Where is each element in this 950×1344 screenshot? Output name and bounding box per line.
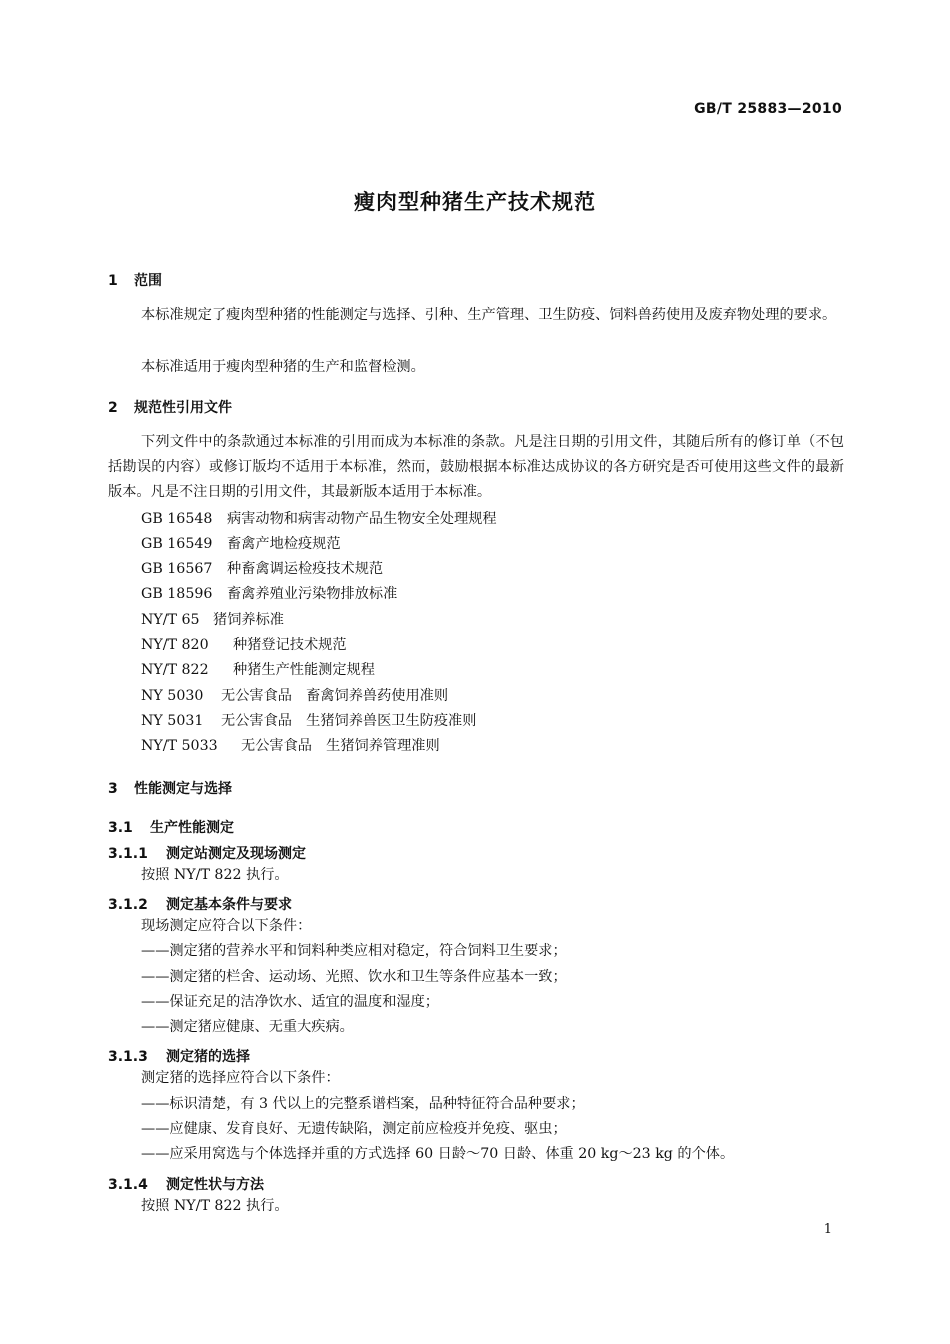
- subsection-3-1-heading: [108, 817, 234, 837]
- page-number: 1: [823, 1222, 832, 1237]
- list-item: ——应采用窝选与个体选择并重的方式选择 60 日龄～70 日龄、体重 20 kg～23 kg 的个体。: [141, 1146, 735, 1162]
- reference-code: GB 16549: [141, 536, 213, 552]
- reference-item: [141, 608, 284, 633]
- reference-item: [141, 658, 375, 683]
- section-title: 范围: [134, 273, 162, 289]
- reference-code: NY 5031: [141, 713, 204, 729]
- section-number: 3.1.1: [108, 846, 148, 862]
- reference-title: 无公害食品 生猪饲养管理准则: [241, 738, 440, 754]
- reference-code: NY 5030: [141, 688, 204, 704]
- section-number: 3.1.3: [108, 1049, 148, 1065]
- reference-title: 无公害食品 生猪饲养兽医卫生防疫准则: [221, 713, 477, 729]
- section-number: 2: [108, 400, 118, 416]
- reference-code: NY/T 65: [141, 612, 200, 628]
- section-number: 3: [108, 781, 118, 797]
- reference-code: NY/T 820: [141, 637, 209, 653]
- reference-item: [141, 507, 497, 532]
- section-number: 3.1: [108, 820, 133, 836]
- section-title: 测定基本条件与要求: [166, 897, 292, 913]
- subsection-3-1-2-heading: [108, 894, 292, 914]
- subsection-3-1-3-intro: 测定猪的选择应符合以下条件：: [141, 1070, 340, 1086]
- reference-item: [141, 557, 383, 582]
- list-item: ——测定猪应健康、无重大疾病。: [141, 1019, 354, 1035]
- reference-title: 种畜禽调运检疫技术规范: [227, 561, 384, 577]
- section-number: 3.1.2: [108, 897, 148, 913]
- reference-title: 种猪生产性能测定规程: [233, 662, 375, 678]
- reference-title: 无公害食品 畜禽饲养兽药使用准则: [221, 688, 449, 704]
- reference-title: 畜禽产地检疫规范: [227, 536, 341, 552]
- reference-code: NY/T 822: [141, 662, 209, 678]
- reference-item: [141, 684, 448, 709]
- list-item: ——测定猪的栏舍、运动场、光照、饮水和卫生等条件应基本一致；: [141, 969, 567, 985]
- reference-item: [141, 709, 476, 734]
- section-2-heading: [108, 397, 232, 417]
- standard-code: GB/T 25883—2010: [694, 101, 842, 117]
- list-item: ——测定猪的营养水平和饲料种类应相对稳定，符合饲料卫生要求；: [141, 943, 567, 959]
- subsection-3-1-4-heading: [108, 1174, 264, 1194]
- section-title: 规范性引用文件: [134, 400, 232, 416]
- reference-code: GB 16548: [141, 511, 213, 527]
- reference-code: GB 18596: [141, 586, 213, 602]
- reference-item: [141, 633, 347, 658]
- reference-code: GB 16567: [141, 561, 213, 577]
- section-title: 测定站测定及现场测定: [166, 846, 306, 862]
- section-title: 性能测定与选择: [134, 781, 232, 797]
- reference-title: 病害动物和病害动物产品生物安全处理规程: [227, 511, 497, 527]
- reference-title: 种猪登记技术规范: [233, 637, 347, 653]
- section-title: 测定猪的选择: [166, 1049, 250, 1065]
- list-item: ——标识清楚，有 3 代以上的完整系谱档案，品种特征符合品种要求；: [141, 1096, 585, 1112]
- subsection-3-1-2-intro: 现场测定应符合以下条件：: [141, 918, 312, 934]
- section-1-heading: [108, 270, 162, 290]
- subsection-3-1-4-text: 按照 NY/T 822 执行。: [141, 1198, 289, 1214]
- list-item: ——保证充足的洁净饮水、适宜的温度和湿度；: [141, 994, 439, 1010]
- reference-title: 畜禽养殖业污染物排放标准: [227, 586, 398, 602]
- reference-item: [141, 532, 341, 557]
- list-item: ——应健康、发育良好、无遗传缺陷，测定前应检疫并免疫、驱虫；: [141, 1121, 567, 1137]
- section-1-paragraph-2: 本标准适用于瘦肉型种猪的生产和监督检测。: [141, 359, 425, 375]
- section-number: 1: [108, 273, 118, 289]
- section-3-heading: [108, 778, 232, 798]
- reference-code: NY/T 5033: [141, 738, 218, 754]
- section-1-paragraph-1: 本标准规定了瘦肉型种猪的性能测定与选择、引种、生产管理、卫生防疫、饲料兽药使用及废弃物处理的要求。: [141, 307, 837, 323]
- document-title: 瘦肉型种猪生产技术规范: [354, 190, 596, 214]
- subsection-3-1-3-heading: [108, 1046, 250, 1066]
- reference-item: [141, 582, 397, 607]
- section-2-paragraph: 下列文件中的条款通过本标准的引用而成为本标准的条款。凡是注日期的引用文件，其随后所有的修订单（不包括勘误的内容）或修订版均不适用于本标准，然而，鼓励根据本标准达成协议的各方研究是否可使用这些文件的最新版本。凡是不注日期的引用文件，其最新版本适用于本标准。: [108, 434, 844, 500]
- subsection-3-1-1-heading: [108, 843, 306, 863]
- reference-item: [141, 734, 440, 759]
- section-number: 3.1.4: [108, 1177, 148, 1193]
- section-title: 测定性状与方法: [166, 1177, 264, 1193]
- section-title: 生产性能测定: [150, 820, 234, 836]
- subsection-3-1-1-text: 按照 NY/T 822 执行。: [141, 867, 289, 883]
- reference-title: 猪饲养标准: [213, 612, 284, 628]
